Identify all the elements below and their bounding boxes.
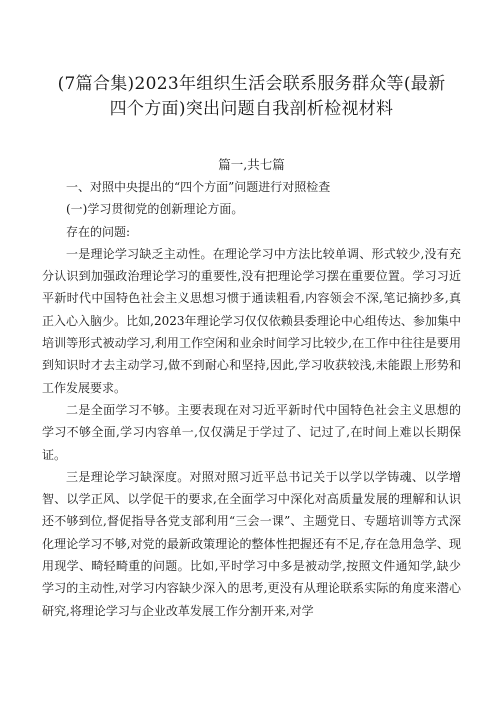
document-body [42, 176, 461, 622]
heading-one: 一、对照中央提出的“四个方面”问题进行对照检查 [66, 180, 331, 194]
paragraph-depth: 三是理论学习缺深度。对照对照习近平总书记关于以学以学铸魂、以学增智、以学正风、以学促干的要求,在全面学习中深化对高质量发展的理解和认识还不够到位,督促指导各党支部利用“三会一课”、主题党日、专题培训等方式深化理论学习不够,对党的最新政策理论的整体性把握还有不足,存在急用急学、现用现学、畸轻畸重的问题。比如,平时学习中多是被动学,按照文件通知学,缺少学习的主动性,对学习内容缺少深入的思考,更没有从理论联系实际的角度来潜心研究,将理论学习与企业改革发展工作分割开来,对学 [42, 469, 461, 618]
paragraph-initiative: 一是理论学习缺乏主动性。在理论学习中方法比较单调、形式较少,没有充分认识到加强政治理论学习的重要性,没有把理论学习摆在重要位置。学习习近平新时代中国特色社会主义思想习惯于通读粗看,内容领会不深,笔记摘抄多,真正入心入脑少。比如,2023年理论学习仅仅依赖县委理论中心组传达、参加集中培训等形式被动学习,利用工作空闲和业余时间学习比较少,在工作中往往是要用到知识时才去主动学习,做不到耐心和坚持,因此,学习收获较浅,未能跟上形势和工作发展要求。 [42, 246, 461, 395]
problems-label: 存在的问题: [66, 224, 131, 239]
section-heading: 篇一,共七篇 [218, 157, 285, 172]
title-line-1: (7篇合集)2023年组织生活会联系服务群众等(最新 [57, 74, 446, 94]
document-title [42, 0, 461, 122]
title-line-2: 四个方面)突出问题自我剖析检视材料 [109, 99, 394, 119]
subheading-study: (一)学习贯彻党的创新理论方面。 [66, 202, 244, 217]
paragraph-comprehensive: 二是全面学习不够。主要表现在对习近平新时代中国特色社会主义思想的学习不够全面,学习内容单一,仅仅满足于学过了、记过了,在时间上难以长期保证。 [42, 402, 461, 462]
